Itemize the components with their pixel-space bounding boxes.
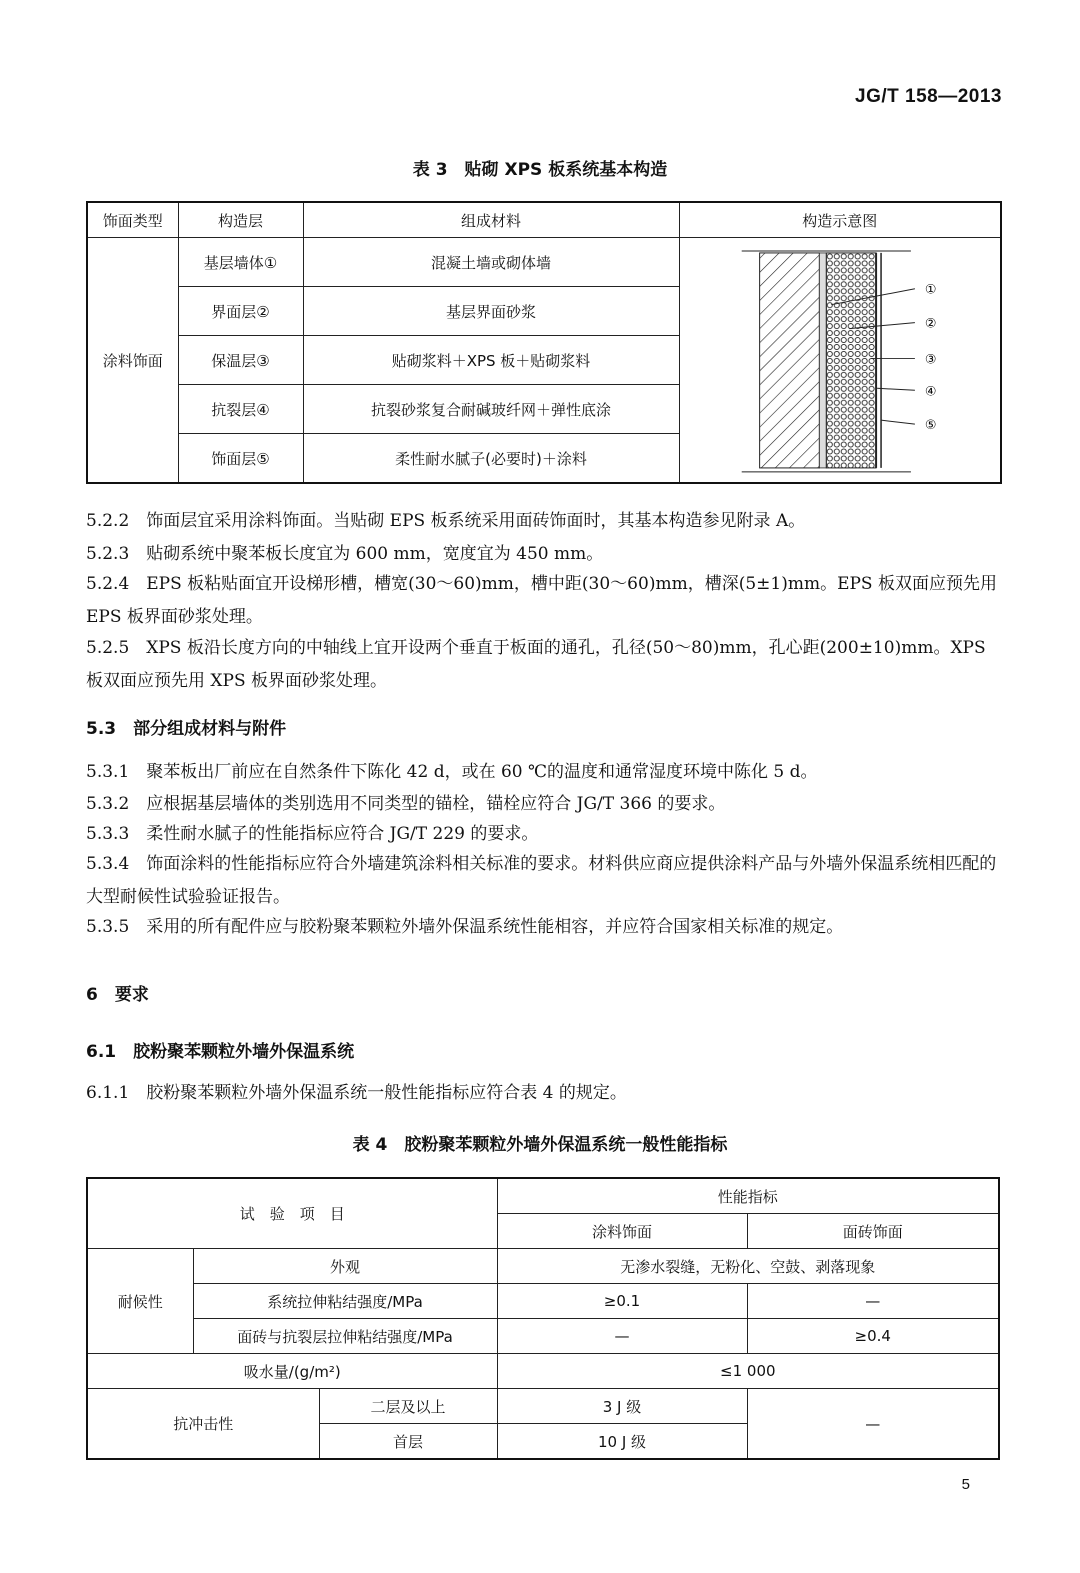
t4-tensile-tile-value: —: [747, 1284, 999, 1319]
t4-impact-ground-value: 10 J 级: [497, 1424, 747, 1460]
t4-appearance: 外观: [193, 1249, 497, 1284]
diagram-label-4: ④: [924, 383, 936, 399]
t4-tensile-bond: 系统拉伸粘结强度/MPa: [193, 1284, 497, 1319]
construction-diagram: [679, 238, 1001, 484]
paragraph-5-2-5: 5.2.5 XPS 板沿长度方向的中轴线上宜开设两个垂直于板面的通孔，孔径(50～80)mm，孔心距(200±10)mm。XPS 板双面应预先用 XPS 板界面砂浆处理。: [86, 638, 986, 691]
t3-finish-type: 涂料饰面: [87, 238, 178, 484]
section-5-3-heading: 5.3 部分组成材料与附件: [86, 719, 287, 739]
table4: [86, 1177, 1000, 1460]
t3-material: 抗裂砂浆复合耐碱玻纤网＋弹性底涂: [303, 385, 679, 434]
paragraph-5-3-2: 5.3.2 应根据基层墙体的类别选用不同类型的锚栓，锚栓应符合 JG/T 366 的要求。: [86, 794, 726, 814]
t3-layer: 基层墙体①: [178, 238, 303, 287]
table4-caption: 表 4 胶粉聚苯颗粒外墙外保温系统一般性能指标: [352, 1135, 728, 1155]
t4-impact-tile-value: —: [747, 1389, 999, 1460]
t4-impact-upper-value: 3 J 级: [497, 1389, 747, 1424]
t3-layer: 界面层②: [178, 287, 303, 336]
t4-appearance-value: 无渗水裂缝，无粉化、空鼓、剥落现象: [497, 1249, 999, 1284]
t3-material: 混凝土墙或砌体墙: [303, 238, 679, 287]
t3-header-layer: 构造层: [178, 202, 303, 238]
diagram-label-3: ③: [924, 351, 936, 367]
t4-tile-bond: 面砖与抗裂层拉伸粘结强度/MPa: [193, 1319, 497, 1354]
t3-material: 基层界面砂浆: [303, 287, 679, 336]
t4-header-paint-finish: 涂料饰面: [497, 1214, 747, 1249]
diagram-label-1: ①: [924, 282, 936, 298]
t3-layer: 饰面层⑤: [178, 434, 303, 484]
paragraph-5-2-3: 5.2.3 贴砌系统中聚苯板长度宜为 600 mm，宽度宜为 450 mm。: [86, 544, 604, 564]
t4-header-performance: 性能指标: [497, 1178, 999, 1214]
t3-header-diagram: 构造示意图: [679, 202, 1001, 238]
t4-water-absorption: 吸水量/(g/m²): [87, 1354, 497, 1389]
t4-impact-upper-floors: 二层及以上: [319, 1389, 497, 1424]
section-6-1-heading: 6.1 胶粉聚苯颗粒外墙外保温系统: [86, 1042, 355, 1062]
t4-weather-resistance: 耐候性: [87, 1249, 193, 1354]
t4-water-absorption-value: ≤1 000: [497, 1354, 999, 1389]
t3-header-material: 组成材料: [303, 202, 679, 238]
standard-number: JG/T 158—2013: [855, 86, 1002, 107]
paragraph-5-3-3: 5.3.3 柔性耐水腻子的性能指标应符合 JG/T 229 的要求。: [86, 824, 539, 844]
t3-material: 柔性耐水腻子(必要时)＋涂料: [303, 434, 679, 484]
paragraph-5-3-4: 5.3.4 饰面涂料的性能指标应符合外墙建筑涂料相关标准的要求。材料供应商应提供涂料产品与外墙外保温系统相匹配的大型耐候性试验验证报告。: [86, 854, 997, 907]
t3-material: 贴砌浆料＋XPS 板＋贴砌浆料: [303, 336, 679, 385]
paragraph-5-2-2: 5.2.2 饰面层宜采用涂料饰面。当贴砌 EPS 板系统采用面砖饰面时，其基本构造参见附录 A。: [86, 511, 806, 531]
t4-tile-bond-paint-value: —: [497, 1319, 747, 1354]
paragraph-5-3-5: 5.3.5 采用的所有配件应与胶粉聚苯颗粒外墙外保温系统性能相容，并应符合国家相关标准的规定。: [86, 917, 844, 937]
t4-impact-ground-floor: 首层: [319, 1424, 497, 1460]
page-number: 5: [961, 1476, 970, 1493]
t4-header-test-item: 试 验 项 目: [87, 1178, 497, 1249]
diagram-label-2: ②: [924, 316, 936, 332]
paragraph-6-1-1: 6.1.1 胶粉聚苯颗粒外墙外保温系统一般性能指标应符合表 4 的规定。: [86, 1083, 627, 1103]
t3-header-finish-type: 饰面类型: [87, 202, 178, 238]
table3: [86, 201, 1002, 484]
wall-section-diagram: [680, 239, 1001, 482]
t4-header-tile-finish: 面砖饰面: [747, 1214, 999, 1249]
diagram-label-5: ⑤: [924, 417, 936, 433]
t3-layer: 抗裂层④: [178, 385, 303, 434]
t4-tile-bond-tile-value: ≥0.4: [747, 1319, 999, 1354]
section-6-heading: 6 要求: [86, 985, 149, 1005]
t4-impact-resistance: 抗冲击性: [87, 1389, 319, 1460]
paragraph-5-2-4: 5.2.4 EPS 板粘贴面宜开设梯形槽，槽宽(30～60)mm，槽中距(30～60)mm，槽深(5±1)mm。EPS 板双面应预先用 EPS 板界面砂浆处理。: [86, 574, 997, 627]
table3-caption: 表 3 贴砌 XPS 板系统基本构造: [412, 160, 668, 180]
t4-tensile-paint-value: ≥0.1: [497, 1284, 747, 1319]
t3-layer: 保温层③: [178, 336, 303, 385]
paragraph-5-3-1: 5.3.1 聚苯板出厂前应在自然条件下陈化 42 d，或在 60 ℃的温度和通常湿度环境中陈化 5 d。: [86, 762, 818, 782]
